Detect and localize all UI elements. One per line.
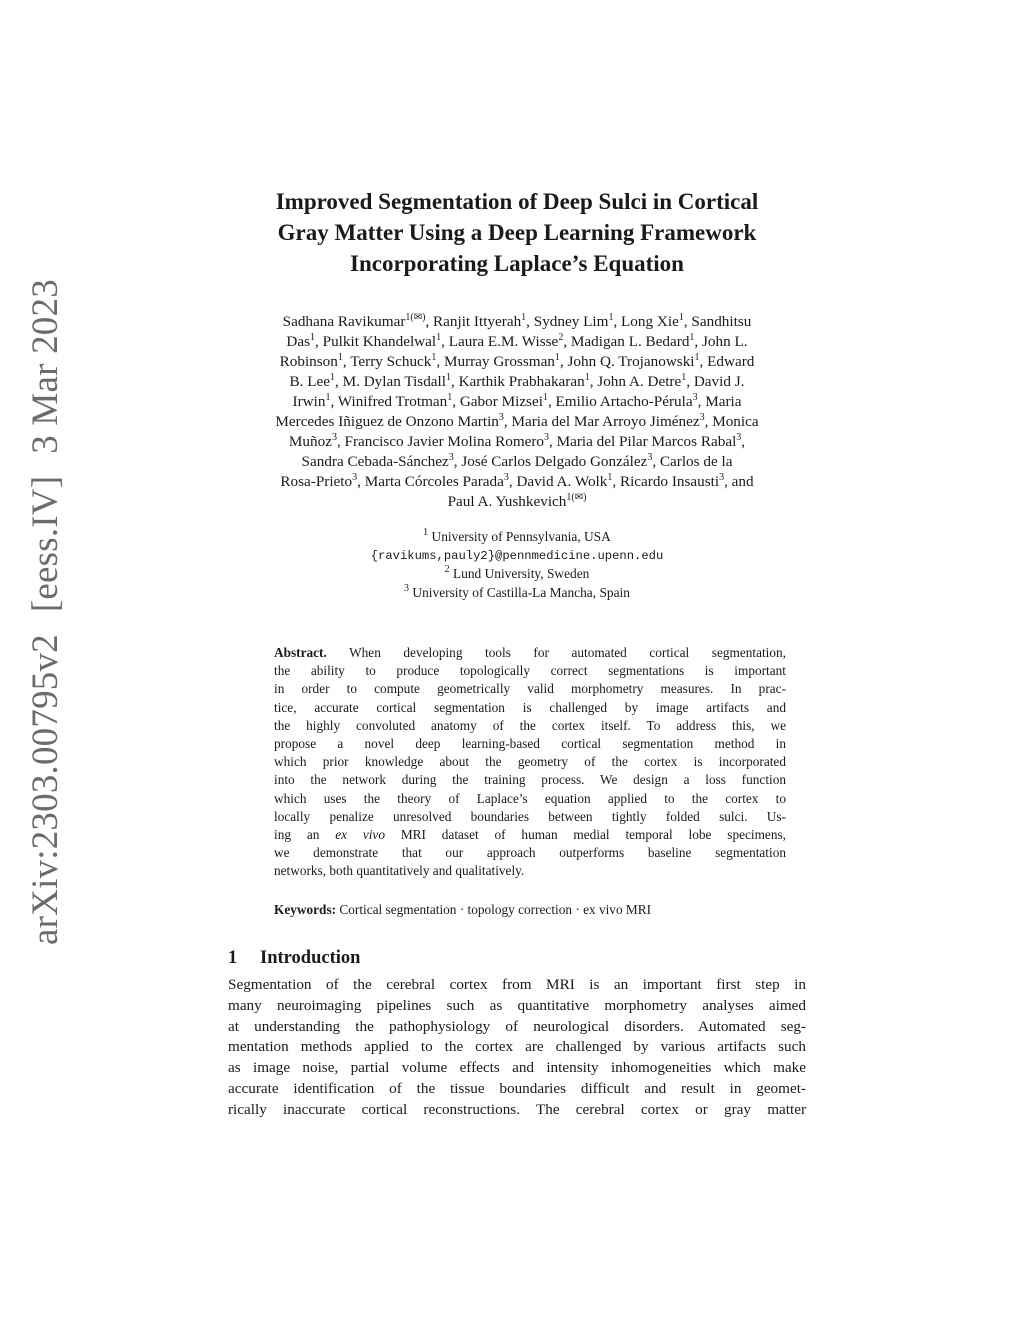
affiliation-superscript: 3 [736,432,742,443]
text-run: , Carlos de la [652,453,733,470]
affiliation-1 [228,528,806,547]
keyword-separator: · [456,902,468,917]
affiliation-superscript: 3 [331,432,337,443]
text-run: , Maria [697,393,742,410]
text-run: , Madigan L. Bedard [563,333,690,350]
affiliation-superscript: 1 [694,352,700,363]
text-run: , David A. Wolk [508,473,608,490]
abstract [274,644,786,880]
arxiv-id: arXiv:2303.00795v2 [25,634,66,945]
affiliation-superscript: 1 [431,352,437,363]
author-line [228,352,806,372]
contact-email: {ravikums,pauly2}@pennmedicine.upenn.edu [370,548,664,563]
affiliation-superscript: 3 [544,432,550,443]
text-run: propose a novel deep learning-based cortical segmentation method in [274,735,786,751]
text-run: into the network during the training process. We design a loss function [274,772,786,788]
author-line [228,372,806,392]
affiliation-superscript: 1 [337,352,343,363]
keyword-separator: · [572,902,584,917]
abstract-line [274,771,786,789]
text-run: , Maria del Mar Arroyo Jiménez [503,413,700,430]
text-run: Muñoz [288,433,332,450]
text-run: , Ranjit Ittyerah [425,313,522,330]
author-line [228,432,806,452]
affiliation-superscript: 1 [447,392,453,403]
abstract-line [274,680,786,698]
text-run: Robinson [279,353,338,370]
text-run: Mercedes Iñiguez de Onzono Martin [275,413,499,430]
text-run: tice, accurate cortical segmentation is challenged by image artifacts and [274,699,786,715]
text-run: , David J. [686,373,745,390]
arxiv-date: 3 Mar 2023 [25,279,66,454]
affiliation-superscript: 2 [558,332,564,343]
affiliation-superscript: 1 [554,352,560,363]
text-run: which prior knowledge about the geometry of the cortex is incorporated [274,754,786,770]
text-run: the highly convoluted anatomy of the cortex itself. To address this, we [274,717,786,733]
text-run: Irwin [292,393,326,410]
paper-title [228,186,806,279]
affiliation-number: 3 [404,582,410,594]
body-line: rically inaccurate cortical reconstructions. The cerebral cortex or gray matter [228,1100,806,1118]
text-run: , Murray Grossman [436,353,555,370]
text-run: we demonstrate that our approach outperforms baseline segmentation [274,845,786,861]
text-run: , Winifred Trotman [330,393,448,410]
text-run: When developing tools for automated cortical segmentation, [326,645,786,660]
text-run: , Long Xie [613,313,679,330]
abstract-line [274,808,786,826]
text-run: , Sydney Lim [526,313,609,330]
text-run: locally penalize unresolved boundaries between tightly folded sulci. Us- [274,808,786,824]
abstract-line [274,662,786,680]
abstract-line [274,717,786,735]
keywords-label: Keywords: [274,902,337,917]
body-line: as image noise, partial volume effects and intensity inhomogeneities which make [228,1059,806,1077]
arxiv-identifier-stamp [6,279,86,945]
affiliation-text: University of Castilla-La Mancha, Spain [412,584,630,600]
text-run: Sandra Cebada-Sánchez [301,453,449,470]
affiliation-superscript: 1(✉) [566,492,587,503]
affiliation-superscript: 3 [692,392,698,403]
abstract-line [274,790,786,808]
affiliation-superscript: 3 [699,412,705,423]
text-run: MRI dataset of human medial temporal lobe specimens, [384,826,786,842]
keyword: Cortical segmentation [339,902,457,917]
affiliation-superscript: 1 [521,312,527,323]
text-run: , M. Dylan Tisdall [335,373,446,390]
author-line [228,492,806,512]
affiliation-superscript: 3 [647,452,653,463]
text-run: B. Lee [289,373,331,390]
abstract-line [274,699,786,717]
text-run: , Ricardo Insausti [612,473,720,490]
affiliation-number: 1 [423,527,429,538]
author-line [228,412,806,432]
affiliation-superscript: 3 [503,472,509,483]
affiliation-superscript: 1 [542,392,548,403]
affiliation-superscript: 3 [352,472,358,483]
keywords-items [339,902,651,917]
text-run: ing an [274,826,336,842]
body-line: at understanding the pathophysiology of neurological disorders. Automated seg- [228,1017,806,1035]
text-run: , John Q. Trojanowski [559,353,695,370]
text-run: the ability to produce topologically correct segmentations is important [274,663,786,679]
affiliations [228,528,806,602]
keyword: topology correction [467,902,573,917]
text-run: , Sandhitsu [683,313,752,330]
text-run: , Pulkit Khandelwal [315,333,437,350]
author-line [228,392,806,412]
text-run: , Laura E.M. Wisse [441,333,559,350]
title-line: Incorporating Laplace’s Equation [350,251,684,276]
text-run: , Karthik Prabhakaran [451,373,585,390]
section-number: 1 [228,948,238,968]
text-run: , Gabor Mizsei [452,393,543,410]
abstract-line [274,826,786,844]
text-run: Paul A. Yushkevich [447,493,567,510]
text-run: , and [724,473,754,490]
text-run: , Marta Córcoles Parada [357,473,504,490]
affiliation-superscript: 1 [607,472,613,483]
affiliation-superscript: 1 [330,372,336,383]
text-run: in order to compute geometrically valid morphometry measures. In prac- [274,681,786,697]
arxiv-category: [eess.IV] [25,475,66,613]
body-line: many neuroimaging pipelines such as quantitative morphometry analyses aimed [228,996,806,1014]
text-run: , [741,433,746,450]
author-line [228,332,806,352]
affiliation-text: Lund University, Sweden [452,566,590,581]
affiliation-superscript: 1 [689,332,695,343]
text-run: , Terry Schuck [342,353,432,370]
author-line [228,312,806,332]
body-line: accurate identification of the tissue boundaries difficult and result in geomet- [228,1079,806,1097]
text-run: , Edward [699,353,755,370]
affiliation-superscript: 1 [681,372,687,383]
affiliation-3 [228,584,806,603]
abstract-line [274,735,786,753]
title-line: Gray Matter Using a Deep Learning Framework [277,220,757,245]
abstract-line [274,644,786,662]
affiliation-number: 2 [444,564,450,575]
affiliation-superscript: 1 [608,312,614,323]
author-line [228,472,806,492]
affiliation-text: University of Pennsylvania, USA [431,529,611,544]
section-heading [228,948,360,969]
affiliation-superscript: 3 [719,472,725,483]
title-line: Improved Segmentation of Deep Sulci in Cortical [275,189,759,214]
text-run: networks, both quantitatively and qualitatively. [274,863,525,879]
affiliation-superscript: 3 [498,412,504,423]
text-run: , John A. Detre [589,373,682,390]
section-title: Introduction [260,948,361,968]
affiliation-superscript: 1 [436,332,442,343]
text-run: Sadhana Ravikumar [282,313,406,330]
affiliation-superscript: 1 [678,312,684,323]
text-run: , Maria del Pilar Marcos Rabal [549,433,737,450]
abstract-label: Abstract. [274,645,327,660]
introduction-body [228,975,806,1121]
abstract-line [274,753,786,771]
abstract-line [274,844,786,862]
body-line: Segmentation of the cerebral cortex from MRI is an important first step in [228,976,806,993]
affiliation-2 [228,565,806,584]
affiliation-superscript: 1 [584,372,590,383]
affiliation-superscript: 3 [448,452,454,463]
keywords [274,901,786,919]
text-run: , John L. [694,333,748,350]
affiliation-superscript: 1 [325,392,331,403]
text-run: Rosa-Prieto [280,473,353,490]
text-run: Das [286,333,311,350]
abstract-line [274,862,786,880]
body-line: mentation methods applied to the cortex are challenged by various artifacts such [228,1038,806,1056]
keyword: ex vivo MRI [583,902,652,917]
text-run: , Emilio Artacho-Pérula [547,393,693,410]
author-list [228,312,806,512]
text-run: which uses the theory of Laplace’s equation applied to the cortex to [274,790,786,806]
text-run: , José Carlos Delgado González [453,453,648,470]
text-run: , Francisco Javier Molina Romero [336,433,545,450]
affiliation-superscript: 1(✉) [405,312,426,323]
affiliation-superscript: 1 [310,332,316,343]
italic-text: ex vivo [335,826,385,842]
text-run: , Monica [704,413,759,430]
author-line [228,452,806,472]
affiliation-superscript: 1 [446,372,451,383]
